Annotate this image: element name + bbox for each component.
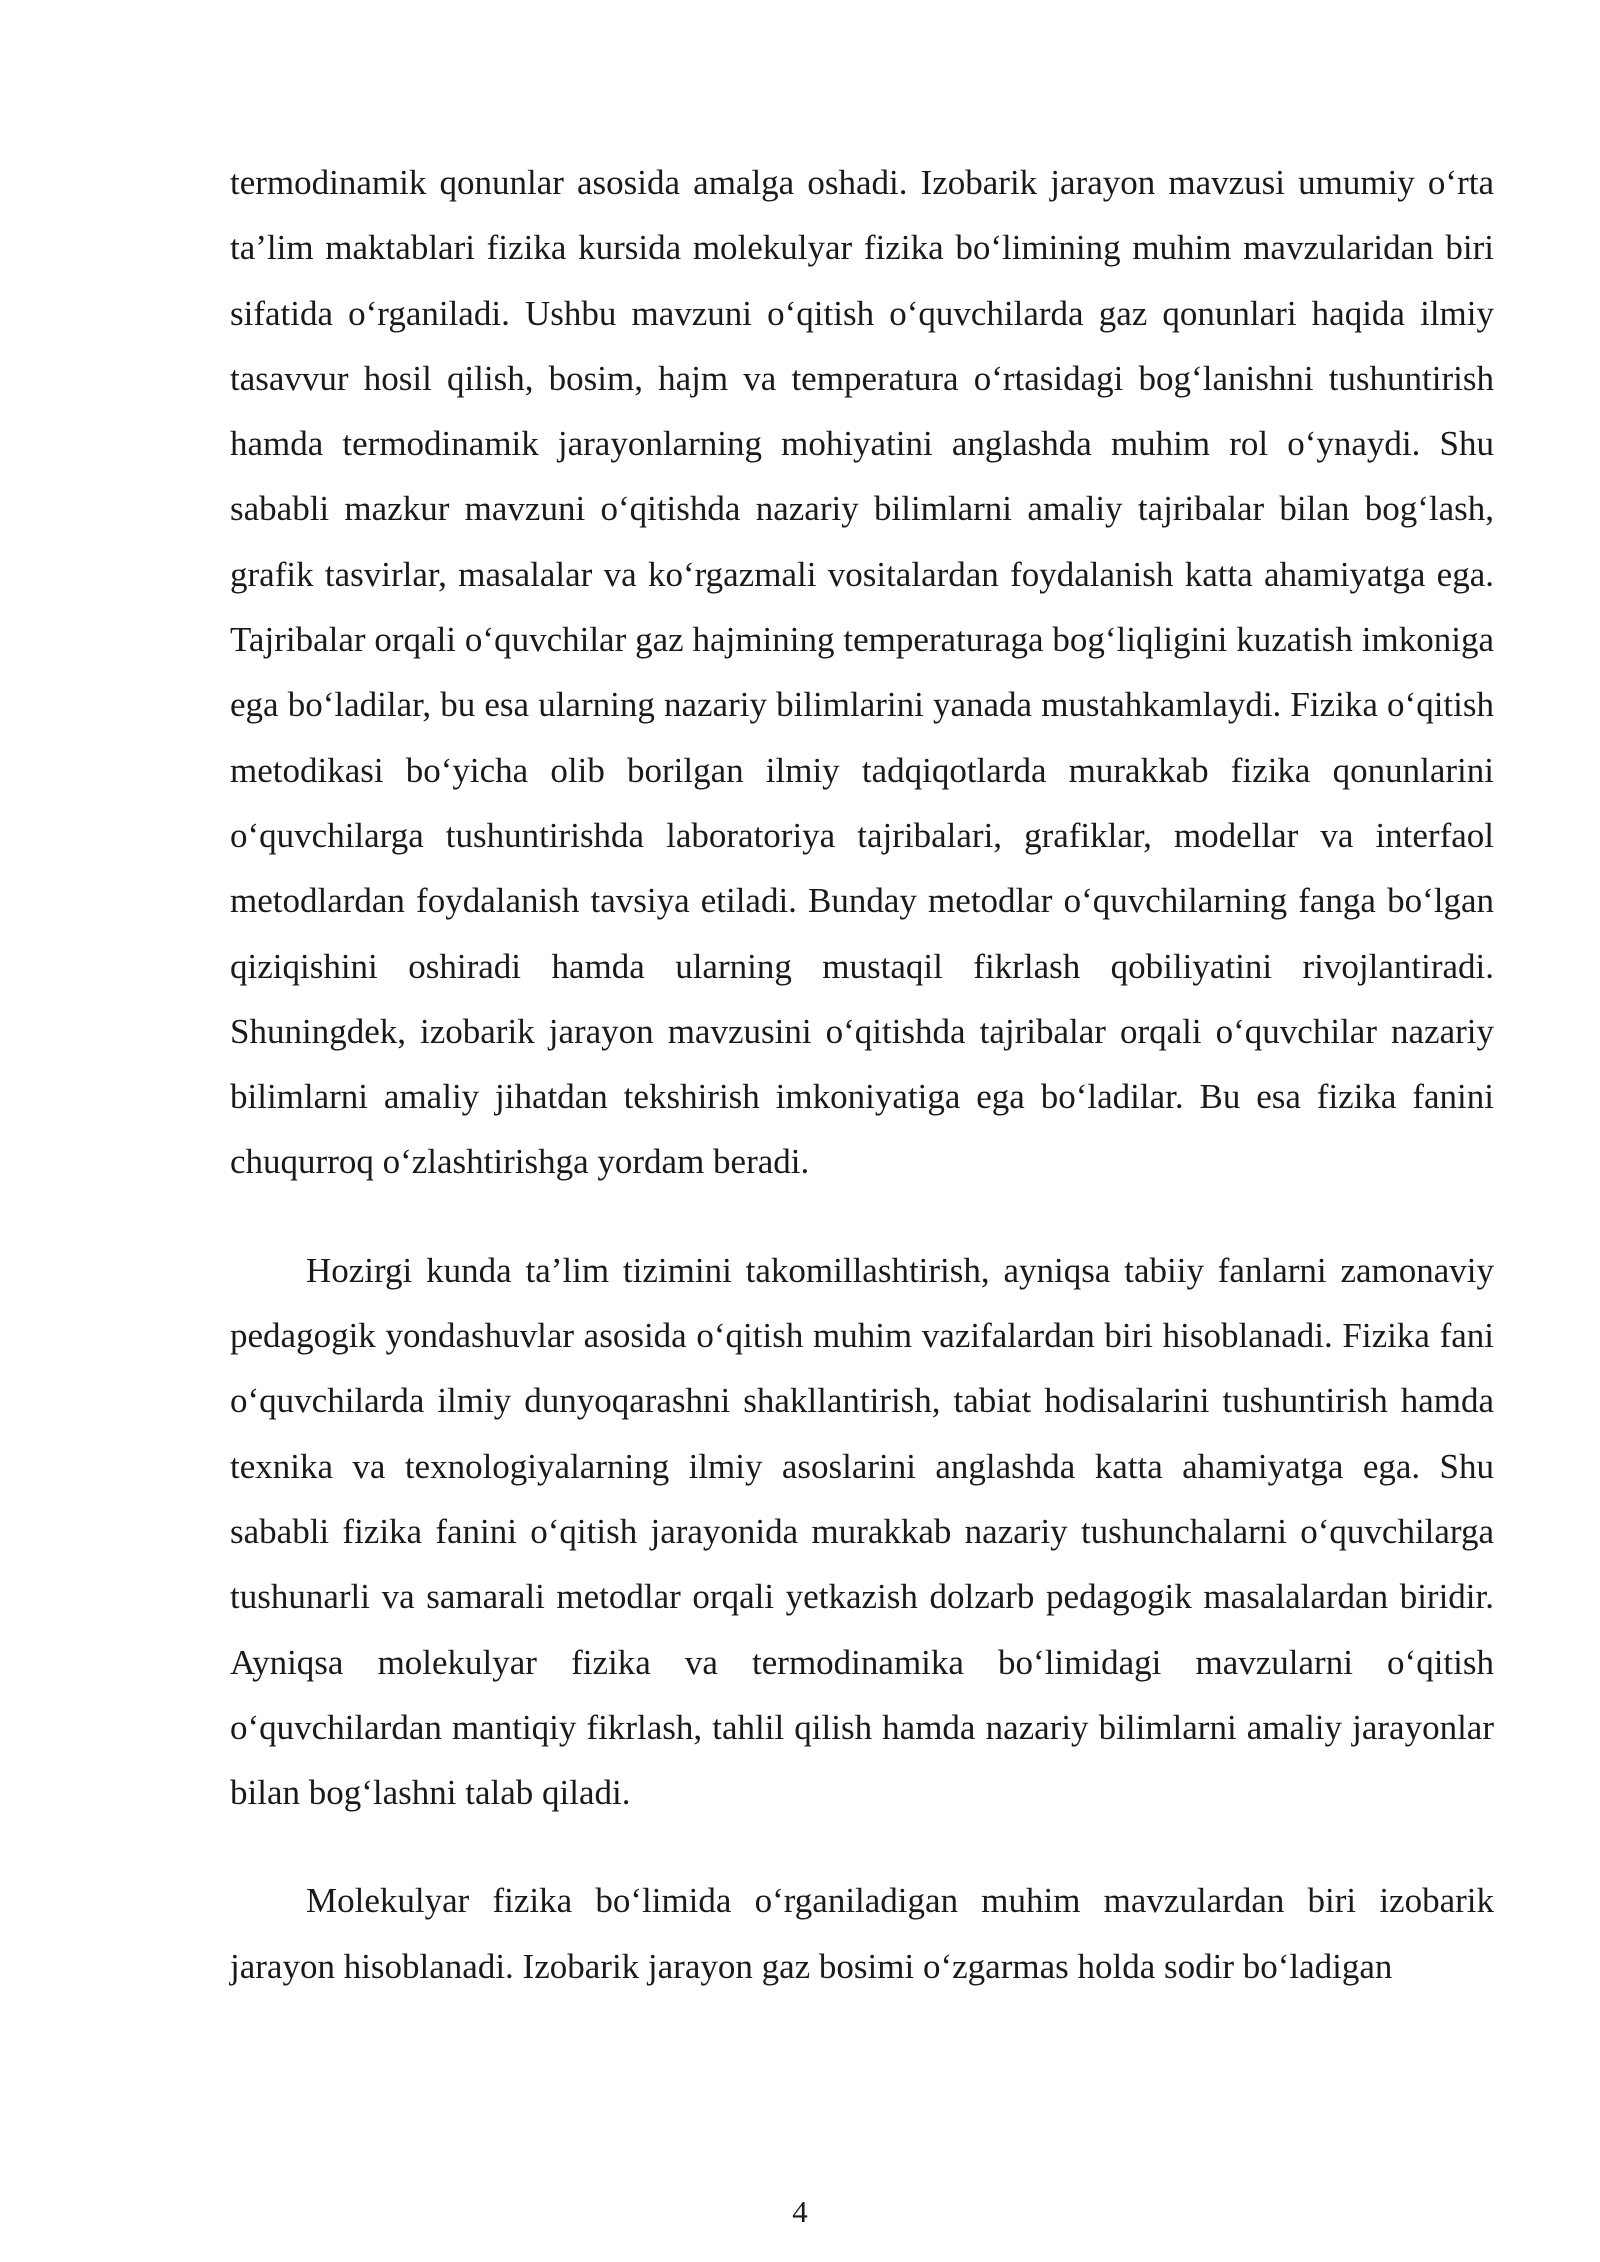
paragraph-isobaric-intro: Molekulyar fizika bo‘limida o‘rganiladigan muhim mavzulardan biri izobarik jarayon hisoblanadi. Izobarik jarayon gaz bosimi o‘zgarmas holda sodir bo‘ladigan [230,1881,1494,1986]
paragraph-education-reform: Hozirgi kunda ta’lim tizimini takomillashtirish, ayniqsa tabiiy fanlarni zamonaviy pedagogik yondashuvlar asosida o‘qitish muhim vazifalardan biri hisoblanadi. Fizika fani o‘quvchilarda ilmiy dunyoqarashni shakllantirish, tabiat hodisalarini tushuntirish hamda texnika va texnologiyalarning ilmiy asoslarini anglashda katta ahamiyatga ega. Shu sababli fizika fanini o‘qitish jarayonida murakkab nazariy tushunchalarni o‘quvchilarga tushunarli va samarali metodlar orqali yetkazish dolzarb pedagogik masalalardan biridir. Ayniqsa molekulyar fizika va termodinamika bo‘limidagi mavzularni o‘qitish o‘quvchilardan mantiqiy fikrlash, tahlil qilish hamda nazariy bilimlarni amaliy jarayonlar bilan bog‘lashni talab qiladi. [230,1250,1494,1813]
page-number: 4 [792,2194,808,2229]
paragraph-continuation: termodinamik qonunlar asosida amalga oshadi. Izobarik jarayon mavzusi umumiy o‘rta ta’lim maktablari fizika kursida molekulyar fizika bo‘limining muhim mavzularidan biri sifatida o‘rganiladi. Ushbu mavzuni o‘qitish o‘quvchilarda gaz qonunlari haqida ilmiy tasavvur hosil qilish, bosim, hajm va temperatura o‘rtasidagi bog‘lanishni tushuntirish hamda termodinamik jarayonlarning mohiyatini anglashda muhim rol o‘ynaydi. Shu sababli mazkur mavzuni o‘qitishda nazariy bilimlarni amaliy tajribalar bilan bog‘lash, grafik tasvirlar, masalalar va ko‘rgazmali vositalardan foydalanish katta ahamiyatga ega. Tajribalar orqali o‘quvchilar gaz hajmining temperaturaga bog‘liqligini kuzatish imkoniga ega bo‘ladilar, bu esa ularning nazariy bilimlarini yanada mustahkamlaydi. Fizika o‘qitish metodikasi bo‘yicha olib borilgan ilmiy tadqiqotlarda murakkab fizika qonunlarini o‘quvchilarga tushuntirishda laboratoriya tajribalari, grafiklar, modellar va interfaol metodlardan foydalanish tavsiya etiladi. Bunday metodlar o‘quvchilarning fanga bo‘lgan qiziqishini oshiradi hamda ularning mustaqil fikrlash qobiliyatini rivojlantiradi. Shuningdek, izobarik jarayon mavzusini o‘qitishda tajribalar orqali o‘quvchilar nazariy bilimlarni amaliy jihatdan tekshirish imkoniyatiga ega bo‘ladilar. Bu esa fizika fanini chuqurroq o‘zlashtirishga yordam beradi. [230,163,1494,1182]
body-text [230,150,1494,1999]
paragraph-spacer [230,1825,1494,1868]
paragraph-spacer [230,1195,1494,1238]
